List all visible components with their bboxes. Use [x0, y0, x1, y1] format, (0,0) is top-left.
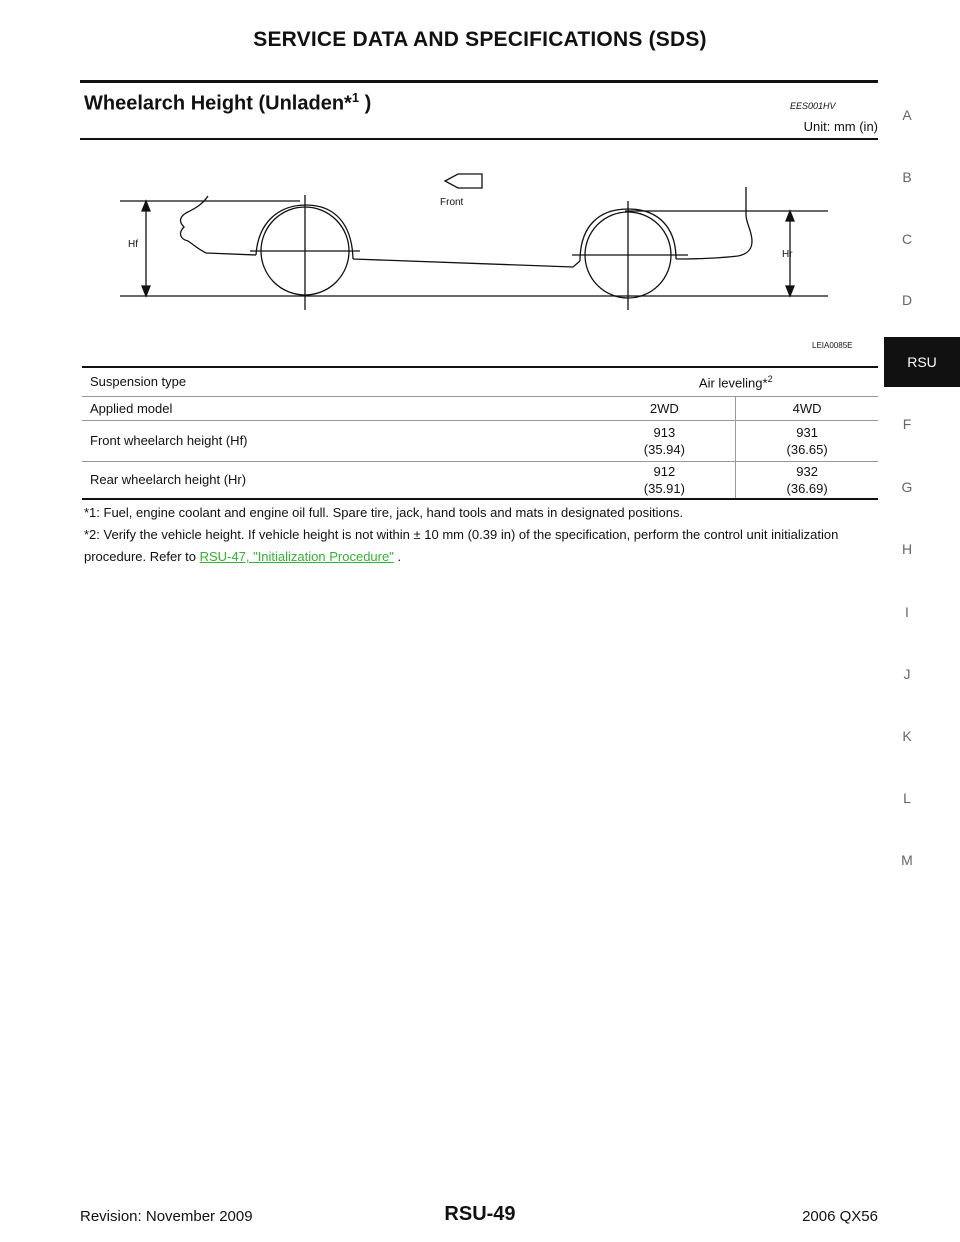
- side-tab-b[interactable]: B: [902, 169, 912, 185]
- section-title-sup: 1: [351, 90, 360, 105]
- side-tab-k[interactable]: K: [902, 728, 912, 744]
- suspension-sup: 2: [767, 373, 773, 384]
- rear-4wd-value: [736, 461, 878, 499]
- side-tab-j[interactable]: J: [903, 666, 911, 682]
- rear-2wd-mm: 912: [653, 463, 676, 479]
- page-header: SERVICE DATA AND SPECIFICATIONS (SDS): [253, 28, 707, 51]
- footnote-1: *1: Fuel, engine coolant and engine oil full. Spare tire, jack, hand tools and mats in designated positions.: [84, 505, 684, 520]
- doc-code: EES001HV: [790, 101, 836, 111]
- rear-height-label: Rear wheelarch height (Hr): [90, 472, 247, 488]
- rear-2wd-in: (35.91): [643, 480, 685, 496]
- table-row: [82, 420, 878, 461]
- footnote-2-end: .: [393, 549, 402, 564]
- spec-table: [82, 366, 878, 500]
- hr-label: Hr: [782, 249, 793, 260]
- suspension-value-text: Air leveling*: [698, 374, 768, 390]
- header-rule: [80, 80, 878, 83]
- side-tab-d[interactable]: D: [901, 292, 913, 308]
- side-tab-f[interactable]: F: [902, 416, 912, 432]
- hf-label: Hf: [128, 239, 138, 250]
- figure-code: LEIA0085E: [812, 341, 853, 350]
- front-2wd-mm: 913: [653, 424, 676, 440]
- side-tab-c[interactable]: C: [901, 231, 913, 247]
- side-tab-g[interactable]: G: [901, 479, 913, 495]
- front-label: Front: [440, 197, 464, 208]
- side-tab-i[interactable]: I: [905, 604, 909, 620]
- initialization-procedure-link[interactable]: RSU-47, "Initialization Procedure": [199, 549, 394, 564]
- unit-note: Unit: mm (in): [803, 119, 878, 134]
- side-tab-l[interactable]: L: [903, 790, 911, 806]
- rear-2wd-value: [594, 461, 736, 499]
- footnote-2: [84, 524, 880, 568]
- suspension-label: Suspension type: [90, 374, 187, 390]
- front-4wd-in: (36.65): [786, 441, 828, 457]
- side-tab-rsu[interactable]: RSU: [884, 337, 960, 387]
- front-4wd-value: [736, 420, 878, 461]
- front-2wd-in: (35.94): [643, 441, 685, 457]
- model-4wd: 4WD: [736, 396, 878, 420]
- footnote-2-text: *2: Verify the vehicle height. If vehicle height is not within ± 10 mm (0.39 in) of the specification, perform the control unit initialization procedure. Refer to: [84, 527, 839, 564]
- table-row: [82, 367, 878, 396]
- footer-model: 2006 QX56: [802, 1208, 878, 1225]
- front-height-label: Front wheelarch height (Hf): [90, 433, 248, 448]
- model-2wd: 2WD: [649, 400, 679, 416]
- section-title-text: Wheelarch Height (Unladen*: [84, 92, 352, 115]
- front-2wd-value: [594, 420, 736, 461]
- side-tab-a[interactable]: A: [902, 107, 912, 123]
- front-4wd-mm: 931: [796, 424, 818, 440]
- section-rule: [80, 138, 878, 140]
- rear-4wd-in: (36.69): [786, 480, 828, 496]
- suspension-value: [594, 367, 879, 396]
- rear-4wd-mm: 932: [796, 463, 818, 479]
- table-row: [82, 461, 878, 499]
- section-title-end: ): [359, 92, 372, 115]
- model-label: Applied model: [90, 400, 173, 416]
- table-row: [82, 396, 878, 420]
- wheelarch-diagram: [110, 165, 840, 315]
- side-tab-m[interactable]: M: [901, 852, 913, 868]
- section-title: [84, 90, 371, 116]
- footer-page-number: RSU-49: [444, 1203, 516, 1225]
- footer-revision: Revision: November 2009: [80, 1208, 253, 1225]
- side-tab-h[interactable]: H: [901, 541, 913, 557]
